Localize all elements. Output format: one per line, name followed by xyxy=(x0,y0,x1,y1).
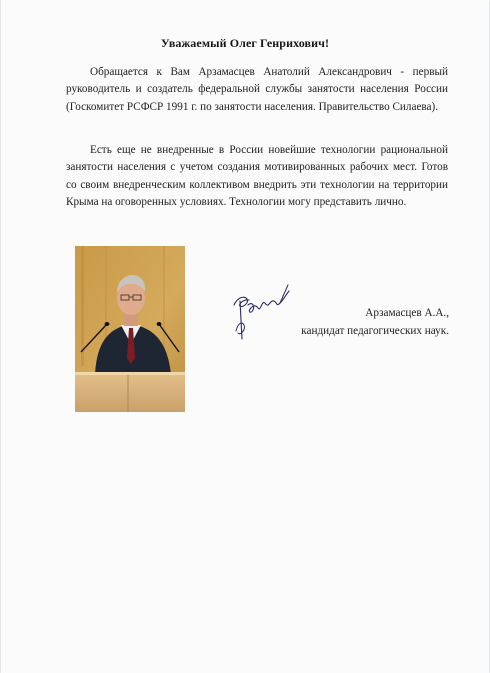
signatory-name: Арзамасцев А.А., xyxy=(365,307,449,319)
signatory-degree: кандидат педагогических наук. xyxy=(301,325,449,337)
letter-page xyxy=(1,0,489,673)
handwritten-signature xyxy=(228,281,294,345)
paragraph-proposal: Есть еще не внедренные в России новейшие технологии рациональной занятости населения с учетом создания мотивированных рабочих мест. Готов со своим внедренческим коллективом внедрить эти технологии на территории Крыма на оговоренных условиях. Технологии могу представить лично. xyxy=(66,144,448,208)
salutation: Уважаемый Олег Генрихович! xyxy=(160,36,330,50)
author-photo xyxy=(75,246,185,412)
paragraph-introduction: Обращается к Вам Арзамасцев Анатолий Александрович - первый руководитель и создатель федеральной службы занятости населения России (Госкомитет РСФСР 1991 г. по занятости населения. Правительство Силаева). xyxy=(66,66,448,113)
